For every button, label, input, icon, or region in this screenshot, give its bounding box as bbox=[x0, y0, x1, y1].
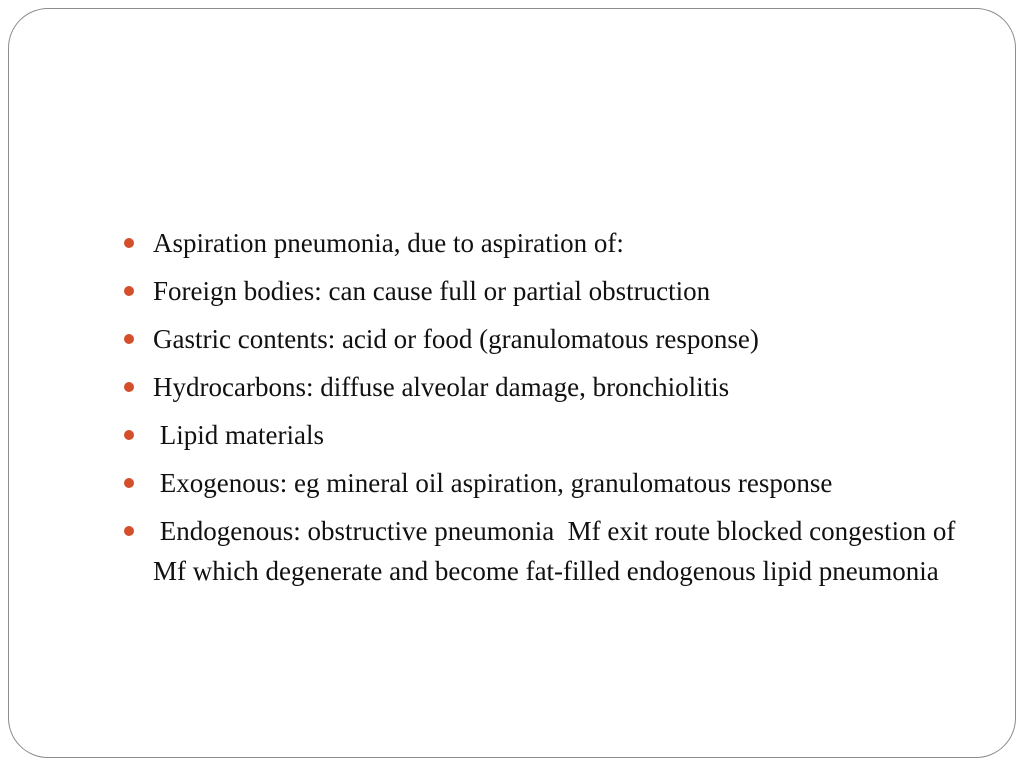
bullet-text: Exogenous: eg mineral oil aspiration, granulomatous response bbox=[153, 468, 833, 498]
bullet-dot-icon bbox=[124, 478, 134, 488]
bullet-item bbox=[121, 367, 971, 407]
bullet-item bbox=[121, 319, 971, 359]
bullet-item bbox=[121, 271, 971, 311]
bullet-item bbox=[121, 463, 971, 503]
bullet-item bbox=[121, 415, 971, 455]
bullet-text: Aspiration pneumonia, due to aspiration of: bbox=[153, 228, 624, 258]
bullet-dot-icon bbox=[124, 430, 134, 440]
bullet-text: Gastric contents: acid or food (granulomatous response) bbox=[153, 324, 759, 354]
bullet-item bbox=[121, 223, 971, 263]
bullet-dot-icon bbox=[124, 334, 134, 344]
bullet-dot-icon bbox=[124, 286, 134, 296]
bullet-text: Endogenous: obstructive pneumonia Mf exit route blocked congestion of Mf which degenerate and become fat-filled endogenous lipid pneumonia bbox=[153, 516, 963, 586]
bullet-text: Foreign bodies: can cause full or partial obstruction bbox=[153, 276, 711, 306]
bullet-list bbox=[121, 223, 971, 599]
slide-frame bbox=[8, 8, 1016, 758]
bullet-text: Lipid materials bbox=[153, 420, 324, 450]
bullet-dot-icon bbox=[124, 382, 134, 392]
bullet-dot-icon bbox=[124, 238, 134, 248]
bullet-dot-icon bbox=[124, 526, 134, 536]
bullet-text: Hydrocarbons: diffuse alveolar damage, bronchiolitis bbox=[153, 372, 730, 402]
bullet-item bbox=[121, 511, 971, 591]
